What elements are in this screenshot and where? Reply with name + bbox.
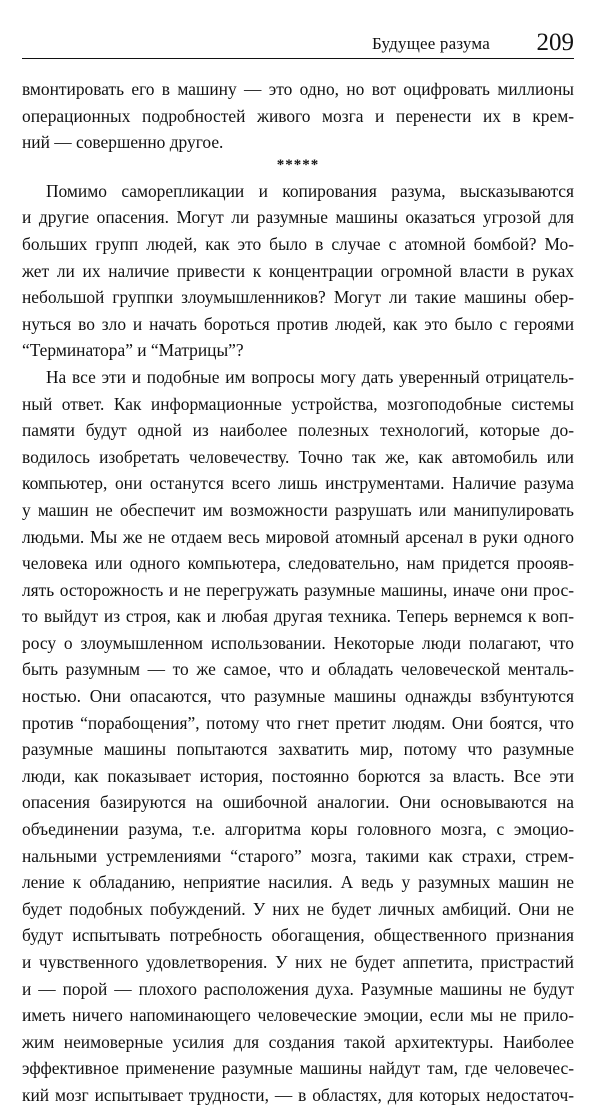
text-line: “Терминатора” и “Матрицы”?	[22, 340, 244, 361]
text-line: кий мозг испытывает трудности, — в областях, для которых недостаточ-	[22, 1084, 574, 1105]
text-line: и чувственного удовлетворения. У них не будет аппетита, пристрастий	[22, 952, 574, 972]
text-line: будет подобных побуждений. У них не будет личных амбиций. Они не	[22, 898, 574, 919]
text-line: операционных подробностей живого мозга и перенести их в крем-	[22, 105, 574, 126]
text-line: На все эти и подобные им вопросы могу дать уверенный отрицатель-	[46, 366, 574, 387]
text-line: небольшой группки злоумышленников? Могут ли такие машины обер-	[22, 287, 574, 308]
text-line: нуться во зло и начать бороться против людей, как это было с героями	[22, 313, 574, 334]
section-separator: *****	[276, 156, 320, 173]
text-line: вмонтировать его в машину — это одно, но вот оцифровать миллионы	[22, 79, 574, 99]
text-line: против “порабощения”, потому что гнет претит людям. Они боятся, что	[22, 712, 574, 733]
text-line: компьютер, они останутся всего лишь инструментами. Наличие разума	[22, 473, 574, 494]
text-line: иметь ничего напоминающего человеческие эмоции, если мы не прило-	[22, 1005, 574, 1026]
text-line: жет ли их наличие привести к концентрации огромной власти в руках	[22, 260, 574, 281]
text-line: людьми. Мы же не отдаем весь мировой атомный арсенал в руки одного	[22, 526, 574, 547]
text-line: эффективное применение разумные машины найдут там, где человечес-	[22, 1058, 574, 1079]
page-number: 209	[536, 29, 574, 56]
text-line: нальными устремлениями “старого” мозга, такими как страхи, стрем-	[22, 845, 574, 866]
text-line: будут испытывать потребность обогащения, общественного признания	[22, 925, 574, 946]
text-line: объединении разума, т.е. алгоритма коры головного мозга, с эмоцио-	[22, 819, 574, 840]
text-line: водилось изобретать человечеству. Точно так же, как автомобиль или	[22, 446, 574, 467]
text-line: опасения базируются на ошибочной аналогии. Они основываются на	[22, 792, 574, 813]
running-head	[22, 28, 574, 59]
text-line: ление к обладанию, неприятие насилия. А ведь у разумных машин не	[22, 872, 574, 893]
running-title: Будущее разума	[371, 34, 490, 53]
text-line: и — порой — плохого расположения духа. Разумные машины не будут	[22, 978, 574, 999]
text-line: люди, как показывает история, постоянно борются за власть. Все эти	[22, 765, 574, 786]
text-line: жим неимоверные усилия для создания такой архитектуры. Наиболее	[22, 1031, 574, 1052]
text-line: лять осторожность и не перегружать разумные машины, иначе они прос-	[22, 579, 574, 600]
text-line: больших групп людей, как это было в случае с атомной бомбой? Мо-	[22, 233, 574, 254]
text-line: разумные машины попытаются захватить мир, потому что разумные	[22, 739, 574, 760]
text-line: человека или одного компьютера, следовательно, нам придется проояв-	[22, 553, 574, 574]
text-line: то выйдут из строя, как и любая другая техника. Теперь вернемся к воп-	[22, 606, 574, 627]
text-line: ний — совершенно другое.	[22, 132, 224, 153]
text-line: росу о злоумышленном использовании. Некоторые люди полагают, что	[22, 632, 574, 653]
body-text	[22, 76, 574, 1109]
text-line: памяти будут одной из наиболее полезных технологий, которые до-	[22, 420, 574, 441]
text-line: ный ответ. Как информационные устройства, мозгоподобные системы	[22, 393, 574, 414]
text-line: Помимо саморепликации и копирования разума, высказываются	[46, 180, 574, 201]
text-line: у машин не обеспечит им возможности разрушать или манипулировать	[22, 499, 574, 520]
text-line: быть разумным — то же самое, что и обладать человеческой менталь-	[22, 659, 574, 680]
text-line: и другие опасения. Могут ли разумные машины оказаться угрозой для	[22, 207, 574, 228]
text-line: ностью. Они опасаются, что разумные машины однажды взбунтуются	[22, 686, 574, 707]
